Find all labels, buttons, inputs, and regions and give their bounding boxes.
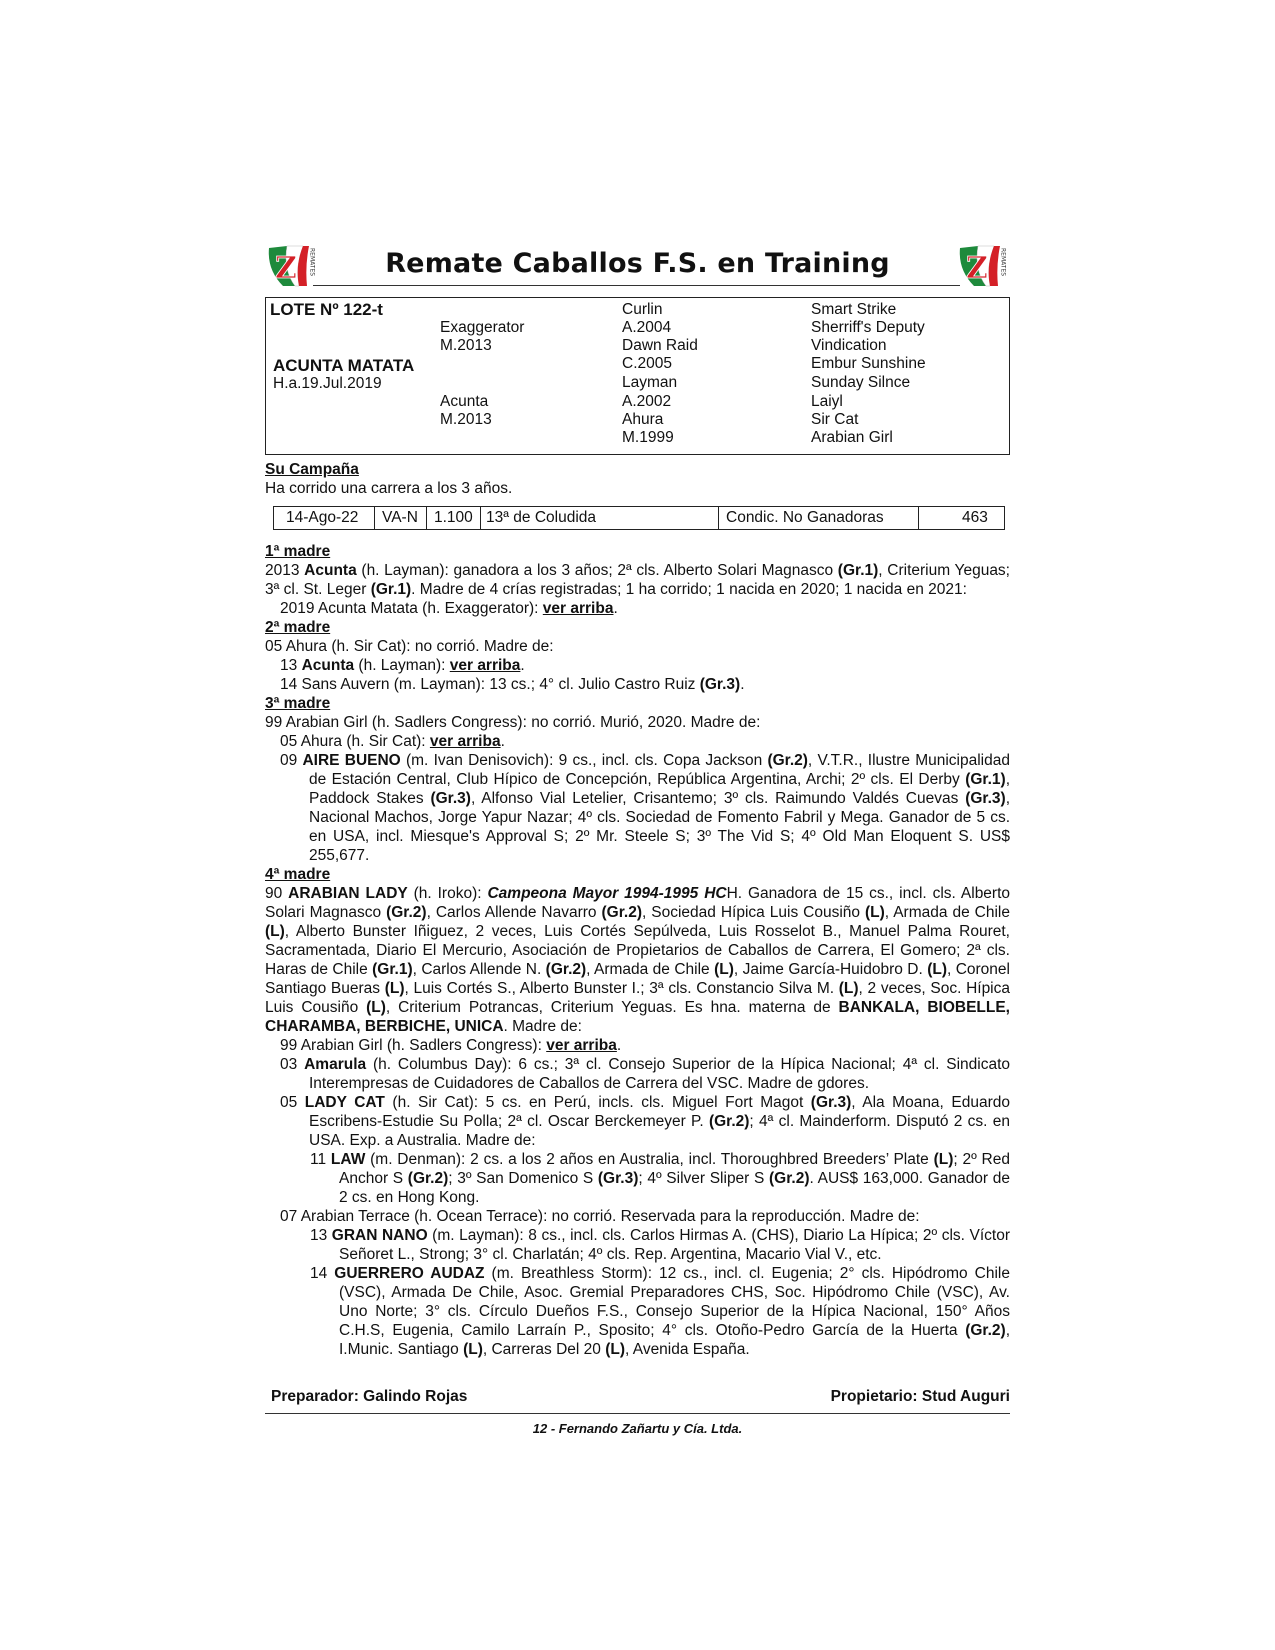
offspring-entry: 13 Acunta (h. Layman): ver arriba. <box>280 657 525 674</box>
offspring-entry: 09 AIRE BUENO (m. Ivan Denisovich): 9 cs., incl. cls. Copa Jackson (Gr.2), V.T.R., Ilustre Municipalidad de Estación Central, Club Hípico de Concepción, República Argentina, Archi; 2º cls. El Derby (Gr.1), Paddock Stakes (Gr.3), Alfonso Vial Letelier, Crisantemo; 3º cls. Raimundo Valdés Cuevas (Gr.3), Nacional Machos, Jorge Yapur Nazar; 4º cls. Sociedad de Fomento Fabril y Mega. Ganador de 5 cs. en USA, incl. Miesque's Approval S; 2º Mr. Steele S; 3º The Vid S; 4º Old Man Eloquent S. US$ 255,677. <box>280 752 1010 864</box>
offspring-entry: 2019 Acunta Matata (h. Exaggerator): ver arriba. <box>280 600 618 617</box>
page-footer: 12 - Fernando Zañartu y Cía. Ltda. <box>532 1421 743 1436</box>
campaign-heading: Su Campaña <box>265 461 359 478</box>
madre4-heading: 4ª madre <box>265 866 331 883</box>
gen2-entry: A.2002 <box>622 393 672 410</box>
gen2-entry: Ahura <box>622 411 664 428</box>
race-date: 14-Ago-22 <box>286 509 359 526</box>
gen3-entry: Smart Strike <box>811 301 897 318</box>
madre3-intro: 99 Arabian Girl (h. Sadlers Congress): no corrió. Murió, 2020. Madre de: <box>265 714 761 731</box>
horse-info: H.a.19.Jul.2019 <box>273 375 382 392</box>
trainer-label: Preparador: Galindo Rojas <box>271 1388 468 1405</box>
title-divider <box>313 285 960 286</box>
race-distance: 1.100 <box>434 509 473 526</box>
race-track: VA-N <box>382 509 418 526</box>
campaign-summary: Ha corrido una carrera a los 3 años. <box>265 480 513 497</box>
gen2-entry: Curlin <box>622 301 663 318</box>
offspring-entry: 03 Amarula (h. Columbus Day): 6 cs.; 3ª cl. Consejo Superior de la Hípica Nacional; 4ª cl. Sindicato Interempresas de Cuidadores de Caballos de Carrera del VSC. Madre de gdores. <box>280 1056 1010 1092</box>
page-title: Remate Caballos F.S. en Training <box>385 248 890 279</box>
sire-info: M.2013 <box>440 337 492 354</box>
madre3-heading: 3ª madre <box>265 695 331 712</box>
race-record-row <box>273 506 1005 530</box>
madre4-paragraph: 90 ARABIAN LADY (h. Iroko): Campeona Mayor 1994-1995 HCH. Ganadora de 15 cs., incl. cls. Alberto Solari Magnasco (Gr.2), Carlos Allende Navarro (Gr.2), Sociedad Hípica Luis Cousiño (L), Armada de Chile (L), Alberto Bunster Iñiguez, 2 veces, Luis Cortés Sepúlveda, Luis Rosselot B., Manuel Palma Rouret, Sacramentada, Diario El Mercurio, Asociación de Propietarios de Caballos de Carrera, El Gomero; 2ª cls. Haras de Chile (Gr.1), Carlos Allende N. (Gr.2), Armada de Chile (L), Jaime García-Huidobro D. (L), Coronel Santiago Bueras (L), Luis Cortés S., Alberto Bunster I.; 3ª cls. Constancio Silva M. (L), 2 veces, Soc. Hípica Luis Cousiño (L), Criterium Potrancas, Criterium Yeguas. Es hna. materna de BANKALA, BIOBELLE, CHARAMBA, BERBICHE, UNICA. Madre de: <box>265 885 1011 1035</box>
race-condition: Condic. No Ganadoras <box>726 509 884 526</box>
gen3-entry: Sherriff's Deputy <box>811 319 925 336</box>
horse-name: ACUNTA MATATA <box>273 356 415 375</box>
gen3-entry: Sir Cat <box>811 411 859 428</box>
race-number: 463 <box>962 509 988 526</box>
race-result: 13ª de Coludida <box>486 509 597 526</box>
dam-name: Acunta <box>440 393 489 410</box>
svg-text:REMATES: REMATES <box>308 248 316 277</box>
svg-text:Z: Z <box>275 251 297 286</box>
madre1-paragraph: 2013 Acunta (h. Layman): ganadora a los 3 años; 2ª cls. Alberto Solari Magnasco (Gr.1), Criterium Yeguas; 3ª cl. St. Leger (Gr.1). Madre de 4 crías registradas; 1 ha corrido; 1 nacida en 2020; 1 nacida en 2021: <box>265 562 1010 598</box>
gen2-entry: A.2004 <box>622 319 672 336</box>
offspring-entry: 14 Sans Auvern (m. Layman): 13 cs.; 4° cl. Julio Castro Ruiz (Gr.3). <box>280 676 745 693</box>
pedigree-box <box>265 297 1010 455</box>
campaign-section <box>265 460 1010 498</box>
gen2-entry: Dawn Raid <box>622 337 698 354</box>
grand-offspring-entry: 11 LAW (m. Denman): 2 cs. a los 2 años en Australia, incl. Thoroughbred Breeders’ Plate (L); 2º Red Anchor S (Gr.2); 3º San Domenico S (Gr.3); 4º Silver Sliper S (Gr.2). AUS$ 163,000. Ganador de 2 cs. en Hong Kong. <box>310 1151 1010 1206</box>
lot-number: LOTE Nº 122-t <box>270 300 383 319</box>
svg-text:Z: Z <box>966 251 988 286</box>
gen3-entry: Sunday Silnce <box>811 374 911 391</box>
dam-info: M.2013 <box>440 411 492 428</box>
ver-arriba-link[interactable]: ver arriba <box>546 1037 617 1054</box>
zanartu-logo-icon <box>956 240 1010 290</box>
svg-text:REMATES: REMATES <box>999 248 1007 277</box>
gen3-entry: Vindication <box>811 337 887 354</box>
owner-label: Propietario: Stud Auguri <box>830 1388 1010 1405</box>
offspring-entry: 07 Arabian Terrace (h. Ocean Terrace): no corrió. Reservada para la reproducción. Madre de: <box>280 1208 920 1225</box>
footer-divider <box>265 1413 1010 1414</box>
ver-arriba-link[interactable]: ver arriba <box>449 657 521 674</box>
grand-offspring-entry: 13 GRAN NANO (m. Layman): 8 cs., incl. cls. Carlos Hirmas A. (CHS), Diario La Hípica; 2º cls. Víctor Señoret L., Strong; 3° cl. Charlatán; 4º cls. Rep. Argentina, Macario Vial V., etc. <box>310 1227 1010 1263</box>
gen2-entry: Layman <box>622 374 678 391</box>
gen3-entry: Arabian Girl <box>811 429 893 446</box>
madre2-heading: 2ª madre <box>265 619 331 636</box>
grand-offspring-entry: 14 GUERRERO AUDAZ (m. Breathless Storm): 12 cs., incl. cl. Eugenia; 2° cls. Hipódromo Chile (VSC), Armada De Chile, Asoc. Gremial Preparadores CHS, Soc. Hipódromo Chile (VSC), Av. Uno Norte; 3° cls. Círculo Dueños F.S., Consejo Superior de la Hípica Nacional, 150° Años C.H.S, Eugenia, Camilo Larraín P., Sposito; 4° cls. Otoño-Pedro García de la Huerta (Gr.2), I.Munic. Santiago (L), Carreras Del 20 (L), Avenida España. <box>310 1265 1010 1358</box>
sire-name: Exaggerator <box>440 319 525 336</box>
ver-arriba-link[interactable]: ver arriba <box>429 733 501 750</box>
gen2-entry: M.1999 <box>622 429 674 446</box>
madre2-intro: 05 Ahura (h. Sir Cat): no corrió. Madre de: <box>265 638 554 655</box>
gen3-entry: Embur Sunshine <box>811 355 926 372</box>
offspring-entry: 05 LADY CAT (h. Sir Cat): 5 cs. en Perú, incls. cls. Miguel Fort Magot (Gr.3), Ala Moana, Eduardo Escribens-Estudie Su Polla; 2ª cl. Oscar Berckemeyer P. (Gr.2); 4ª cl. Mainderform. Disputó 2 cs. en USA. Exp. a Australia. Madre de: <box>280 1094 1010 1149</box>
dams-section <box>265 542 1010 1359</box>
offspring-entry: 05 Ahura (h. Sir Cat): ver arriba. <box>280 733 505 750</box>
gen3-entry: Laiyl <box>811 393 843 410</box>
madre1-heading: 1ª madre <box>265 543 331 560</box>
offspring-entry: 99 Arabian Girl (h. Sadlers Congress): ver arriba. <box>280 1037 622 1054</box>
ver-arriba-link[interactable]: ver arriba <box>542 600 614 617</box>
gen2-entry: C.2005 <box>622 355 672 372</box>
